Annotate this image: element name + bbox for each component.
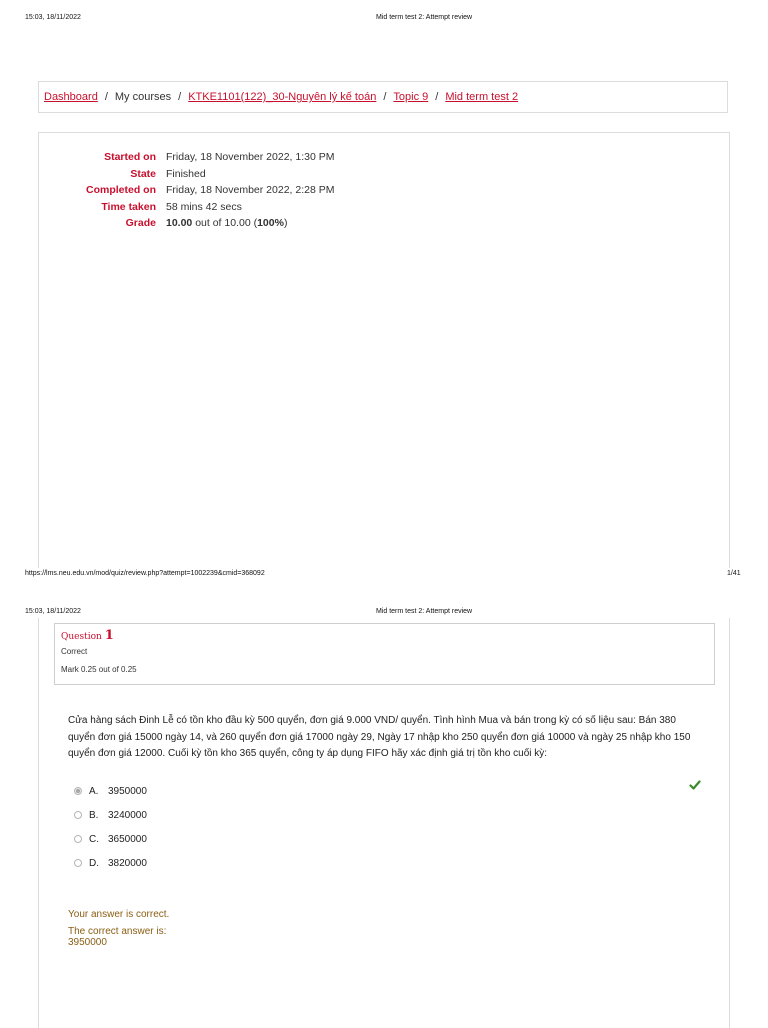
question-number — [61, 628, 708, 643]
grade-close: ) — [283, 217, 288, 230]
feedback-message: Your answer is correct. — [68, 909, 170, 920]
answer-option-b[interactable] — [74, 803, 147, 827]
summary-label: Started on — [104, 151, 156, 164]
correct-answer-value: 3950000 — [68, 937, 107, 948]
summary-label: State — [130, 167, 156, 180]
breadcrumb-quiz[interactable]: Mid term test 2 — [445, 91, 519, 103]
summary-value: Finished — [166, 167, 206, 180]
answer-options — [74, 779, 147, 875]
question-text: Cửa hàng sách Đinh Lễ có tồn kho đầu kỳ 500 quyển, đơn giá 9.000 VND/ quyển. Tình hình Mua và bán trong kỳ có số liệu sau: Bán 380 quyển đơn giá 15000 ngày 14, và 260 quyển đơn giá 17000 ngày 29, Ngày 17 nhập kho 250 quyển đơn giá 10000 và ngày 25 nhập kho 150 quyển đơn giá 12000. Cuối kỳ tồn kho 365 quyển, công ty áp dụng FIFO hãy xác định giá trị tồn kho cuối kỳ: — [68, 715, 691, 759]
question-feedback — [68, 909, 169, 948]
breadcrumb — [38, 81, 728, 113]
summary-value: Friday, 18 November 2022, 2:28 PM — [166, 184, 335, 197]
summary-row-grade — [40, 215, 334, 232]
breadcrumb-separator: / — [435, 91, 439, 103]
correct-answer-label: The correct answer is: — [68, 926, 167, 937]
print-title: Mid term test 2: Attempt review — [376, 608, 473, 615]
answer-option-c[interactable] — [74, 827, 147, 851]
grade-score: 10.00 — [166, 217, 193, 230]
check-icon — [689, 779, 701, 791]
summary-label: Completed on — [86, 184, 156, 197]
grade-percent: 100% — [257, 217, 284, 230]
summary-row-completed — [40, 182, 334, 199]
breadcrumb-separator: / — [383, 91, 387, 103]
breadcrumb-topic[interactable]: Topic 9 — [393, 91, 429, 103]
radio-selected-icon[interactable] — [74, 787, 82, 795]
option-value: 3950000 — [108, 785, 147, 797]
summary-row-time-taken — [40, 199, 334, 216]
option-value: 3650000 — [108, 833, 147, 845]
summary-row-state — [40, 166, 334, 183]
grade-value — [166, 215, 334, 232]
radio-icon[interactable] — [74, 835, 82, 843]
question-number-value: 1 — [104, 628, 114, 643]
option-letter: C. — [89, 833, 99, 845]
option-letter: A. — [89, 785, 99, 797]
option-letter: B. — [89, 809, 99, 821]
print-url: https://lms.neu.edu.vn/mod/quiz/review.php?attempt=1002239&cmid=368092 — [25, 570, 265, 577]
print-title: Mid term test 2: Attempt review — [376, 14, 473, 21]
question-state: Correct — [61, 647, 88, 656]
radio-icon[interactable] — [74, 811, 82, 819]
summary-row-started — [40, 149, 334, 166]
option-value: 3820000 — [108, 857, 147, 869]
breadcrumb-dashboard[interactable]: Dashboard — [44, 91, 98, 103]
answer-option-a[interactable] — [74, 779, 147, 803]
option-value: 3240000 — [108, 809, 147, 821]
question-info-box — [54, 623, 715, 685]
print-datetime: 15:03, 18/11/2022 — [25, 14, 81, 21]
print-datetime: 15:03, 18/11/2022 — [25, 608, 81, 615]
attempt-summary-table — [40, 149, 334, 232]
question-prefix: Question — [61, 632, 105, 642]
print-page-number: 1/41 — [727, 570, 741, 577]
breadcrumb-separator: / — [178, 91, 182, 103]
grade-out-of: out of 10.00 ( — [192, 217, 258, 230]
option-letter: D. — [89, 857, 99, 869]
breadcrumb-separator: / — [104, 91, 108, 103]
question-mark: Mark 0.25 out of 0.25 — [61, 665, 137, 674]
summary-value: 58 mins 42 secs — [166, 200, 242, 213]
breadcrumb-my-courses: My courses — [114, 91, 172, 103]
summary-value: Friday, 18 November 2022, 1:30 PM — [166, 151, 335, 164]
radio-icon[interactable] — [74, 859, 82, 867]
summary-label: Time taken — [101, 200, 156, 213]
breadcrumb-course[interactable]: KTKE1101(122)_30-Nguyên lý kế toán — [188, 91, 377, 103]
summary-label: Grade — [125, 217, 156, 230]
answer-option-d[interactable] — [74, 851, 147, 875]
